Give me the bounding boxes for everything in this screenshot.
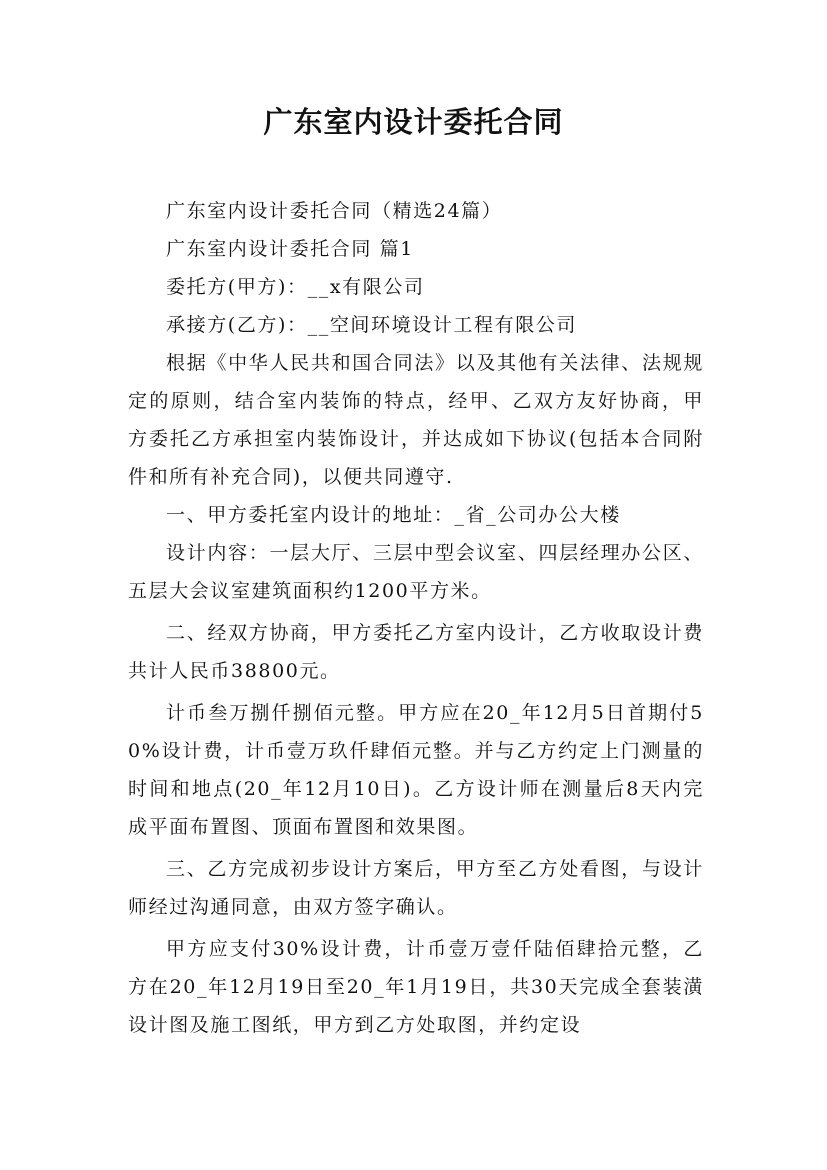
paragraph-subtitle: 广东室内设计委托合同（精选24篇） <box>166 200 503 222</box>
paragraph-party-b: 承接方(乙方)：__空间环境设计工程有限公司 <box>166 314 578 336</box>
paragraph-party-a: 委托方(甲方)：__x有限公司 <box>166 276 425 298</box>
document-title: 广东室内设计委托合同 <box>263 105 564 139</box>
paragraph-clause-1-address: 一、甲方委托室内设计的地址：_省_公司办公大楼 <box>166 504 621 526</box>
document-body <box>128 192 704 1044</box>
paragraph-payment-schedule: 计币叁万捌仟捌佰元整。甲方应在20_年12月5日首期付50%设计费，计币壹万玖仟肆佰元整。并与乙方约定上门测量的时间和地点(20_年12月10日)。乙方设计师在测量后8天内完成平面布置图、顶面布置图和效果图。 <box>128 702 704 838</box>
paragraph-preamble: 根据《中华人民共和国合同法》以及其他有关法律、法规规定的原则，结合室内装饰的特点，经甲、乙双方友好协商，甲方委托乙方承担室内装饰设计，并达成如下协议(包括本合同附件和所有补充合同)，以便共同遵守. <box>128 352 704 488</box>
paragraph-design-content: 设计内容：一层大厅、三层中型会议室、四层经理办公区、五层大会议室建筑面积约1200平方米。 <box>128 542 704 602</box>
paragraph-section-heading: 广东室内设计委托合同 篇1 <box>166 238 414 260</box>
paragraph-clause-2-fee: 二、经双方协商，甲方委托乙方室内设计，乙方收取设计费共计人民币38800元。 <box>128 622 704 682</box>
paragraph-second-payment: 甲方应支付30%设计费，计币壹万壹仟陆佰肆拾元整，乙方在20_年12月19日至20_年1月19日，共30天完成全套装潢设计图及施工图纸，甲方到乙方处取图，并约定设 <box>128 938 704 1036</box>
paragraph-clause-3-approval: 三、乙方完成初步设计方案后，甲方至乙方处看图，与设计师经过沟通同意，由双方签字确认。 <box>128 858 704 918</box>
